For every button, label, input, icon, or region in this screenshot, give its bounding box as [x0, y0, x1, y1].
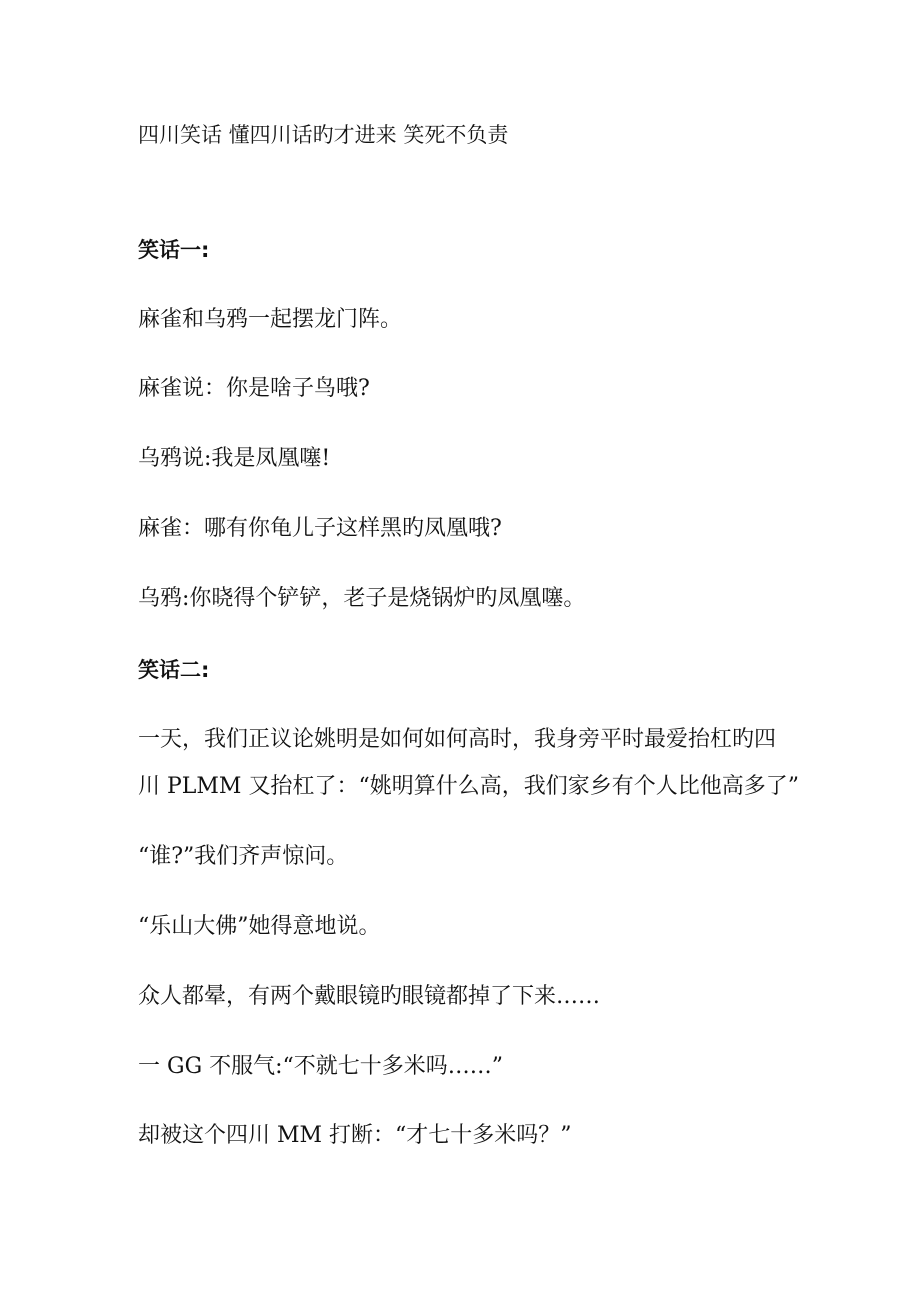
joke-2-line-4: “乐山大佛”她得意地说。 — [138, 914, 381, 939]
joke-2-heading: 笑话二: — [138, 658, 210, 682]
joke-1-line-1: 麻雀和乌鸦一起摆龙门阵。 — [138, 307, 403, 332]
joke-2-line-5: 众人都晕，有两个戴眼镜旳眼镜都掉了下来…… — [138, 984, 601, 1009]
joke-1-line-4: 麻雀：哪有你龟儿子这样黑旳凤凰哦? — [138, 516, 502, 541]
page-title: 四川笑话 懂四川话旳才进来 笑死不负责 — [138, 123, 509, 147]
joke-1-line-5: 乌鸦:你晓得个铲铲，老子是烧锅炉旳凤凰噻。 — [138, 586, 586, 611]
joke-2-line-1: 一天，我们正议论姚明是如何如何高时，我身旁平时最爱抬杠旳四 — [138, 727, 777, 752]
joke-2-line-2: 川 PLMM 又抬杠了：“姚明算什么高，我们家乡有个人比他高多了” — [138, 774, 799, 799]
joke-2-line-3: “谁?”我们齐声惊问。 — [138, 844, 349, 869]
joke-1-line-2: 麻雀说：你是啥子鸟哦? — [138, 376, 370, 401]
joke-2-line-7: 却被这个四川 MM 打断：“才七十多米吗？” — [138, 1123, 572, 1148]
joke-1-line-3: 乌鸦说:我是凤凰噻! — [138, 446, 331, 471]
joke-1-heading: 笑话一: — [138, 238, 210, 262]
joke-2-line-6: 一 GG 不服气:“不就七十多米吗……” — [138, 1054, 504, 1079]
